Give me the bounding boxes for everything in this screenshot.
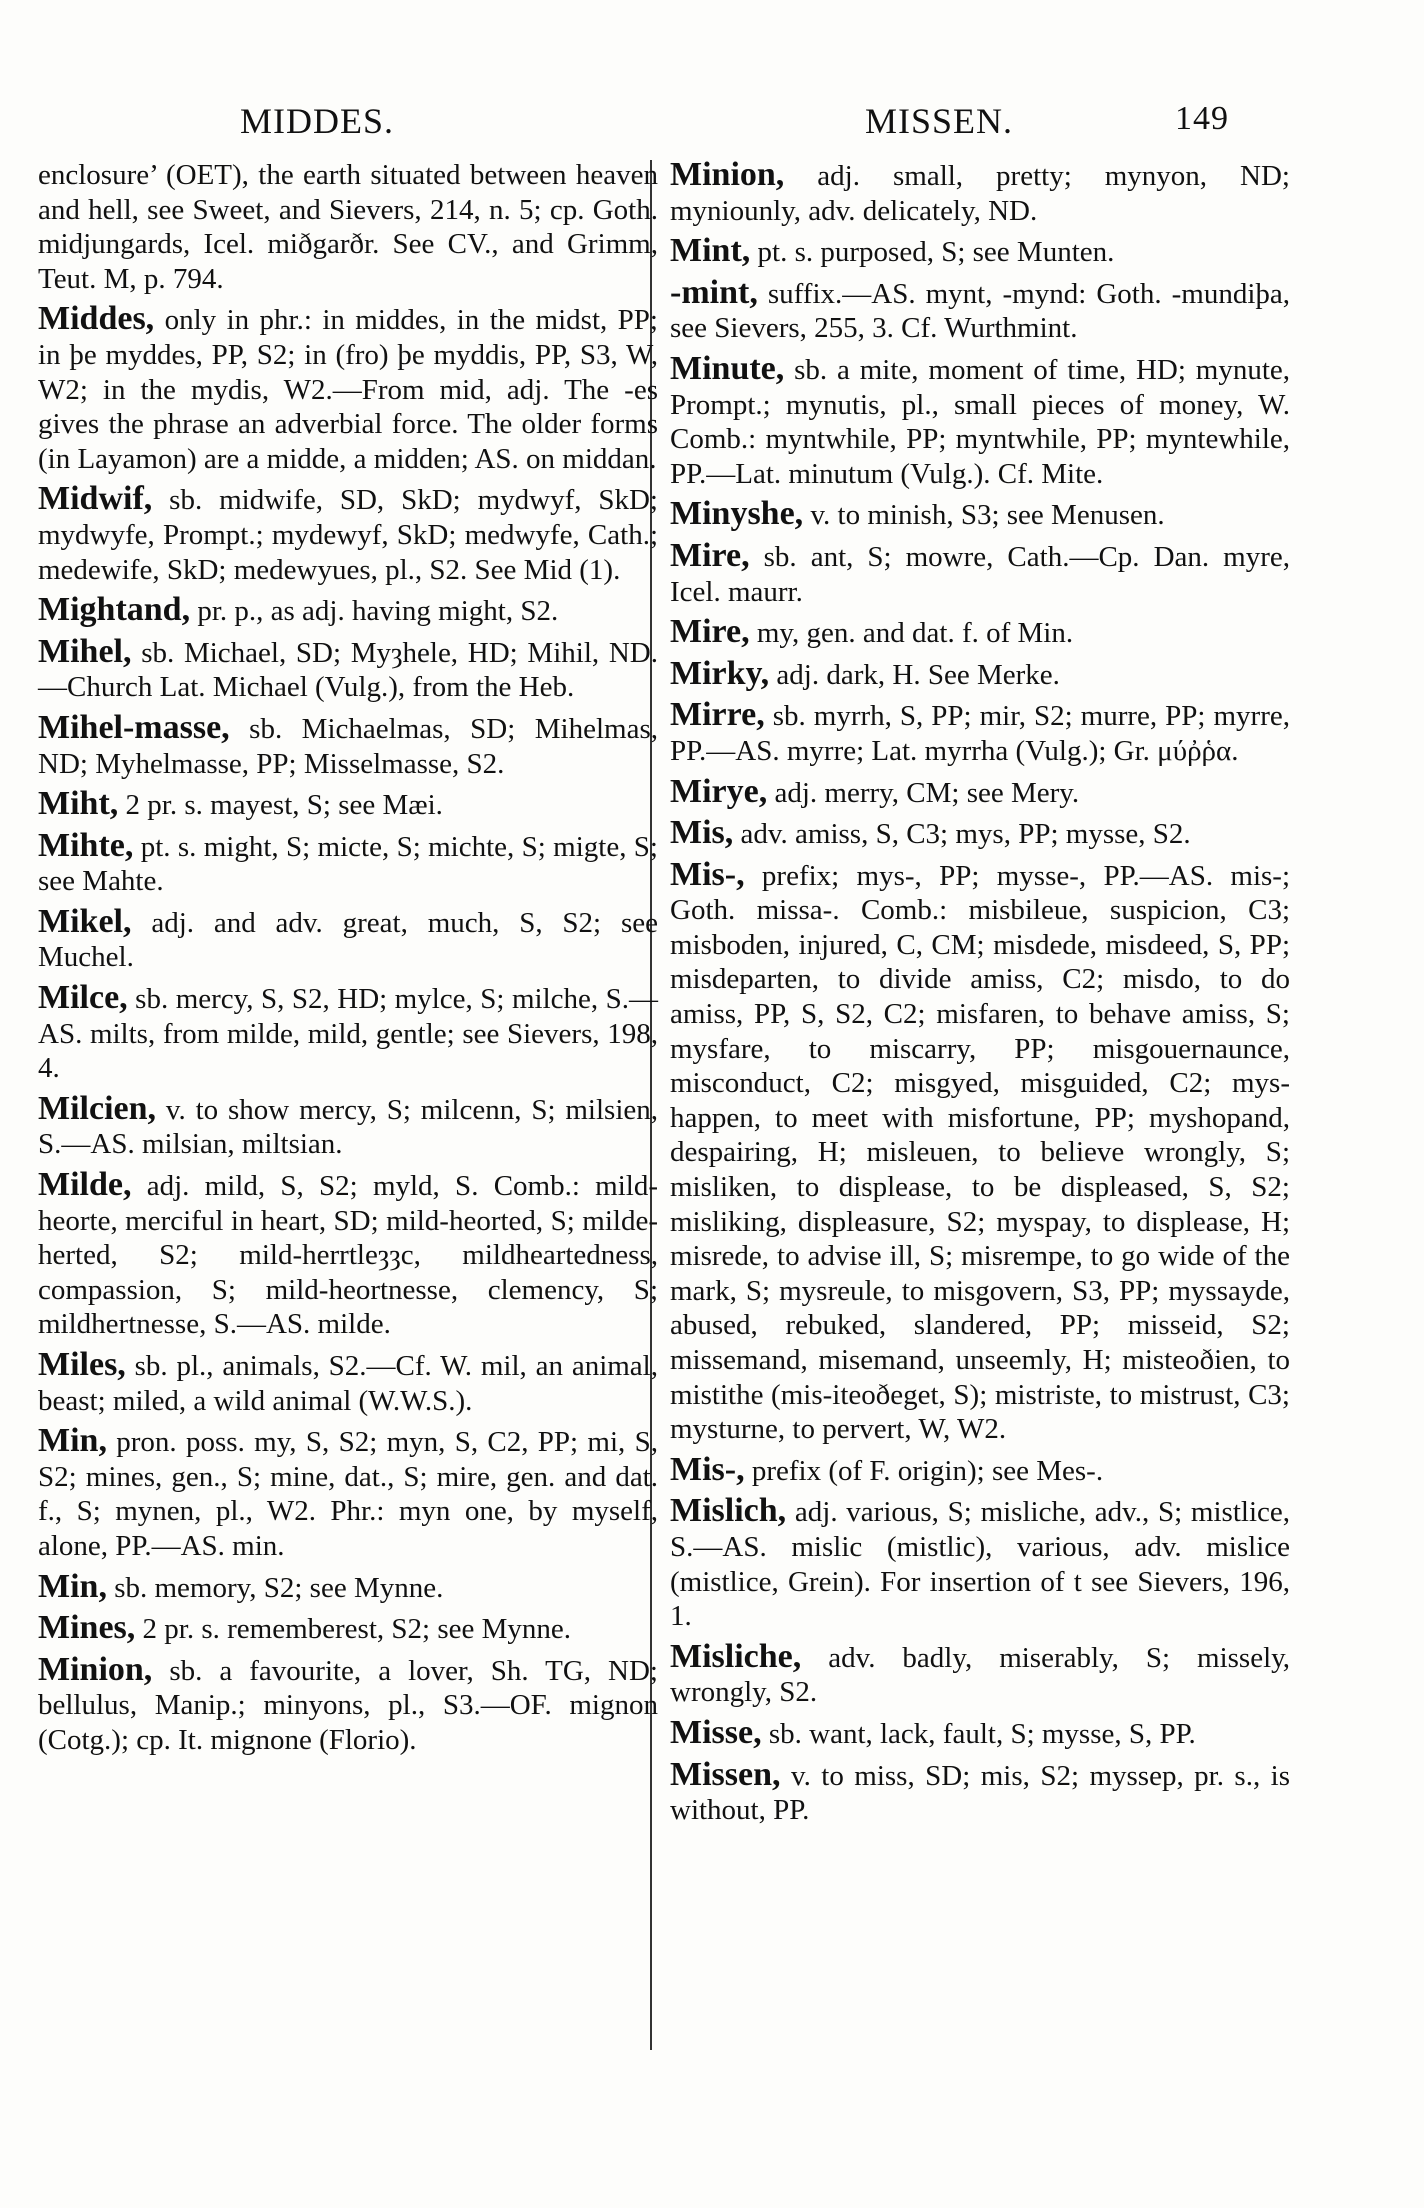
entry-definition: 2 pr. s. mayest, S; see Mæi.	[118, 789, 443, 822]
entry-headword: Milcien,	[38, 1089, 157, 1127]
header-right-title: MISSEN.	[865, 101, 1014, 141]
entry-definition: sb. memory, S2; see Mynne.	[106, 1571, 444, 1604]
left-column	[38, 158, 658, 1764]
dictionary-entry	[38, 787, 658, 823]
dictionary-entry	[670, 349, 1290, 491]
entry-headword: Mightand,	[38, 591, 191, 629]
entry-definition: prefix; mys-, PP; mysse-, PP.—AS. mis-; Goth. missa-. Comb.: misbileue, suspicion, C3; misboden, injured, C, CM; misdede, misdeed, S, PP; misdeparten, to divide amiss, C2; misdo, to do amiss, PP, S, S2, C2; misfaren, to behave amiss, S; mysfare, to miscarry, PP; misgouernaunce, misconduct, C2; misgyed, misguided, C2; mys-happen, to meet with misfortune, PP; myshopand, despairing, H; misleuen, to believe wrongly, S; misliken, to displease, to be displeased, S, S2; misliking, displeasure, S2; myspay, to displease, H; misrede, to advise ill, S; misrempe, to go wide of the mark, S; mysreule, to misgovern, S3, PP; myssayde, abused, rebuked, slandered, PP; misseid, S2; missemand, misemand, unseemly, H; misteoðien, to mistithe (mis-iteoðeget, S); mistriste, to mistrust, C3; mysturne, to pervert, W, W2.	[670, 859, 1290, 1446]
entry-definition: sb. ant, S; mowre, Cath.—Cp. Dan. myre, Icel. maurr.	[670, 540, 1290, 608]
entry-headword: Minion,	[670, 156, 785, 193]
dictionary-entry	[670, 615, 1290, 651]
dictionary-entry	[38, 902, 658, 975]
dictionary-entry	[670, 1713, 1290, 1752]
entry-headword: Misliche,	[670, 1637, 802, 1675]
entry-definition: pron. poss. my, S, S2; myn, S, C2, PP; mi, S, S2; mines, gen., S; mine, dat., S; mire, gen. and dat. f., S; mynen, pl., W2. Phr.: myn one, by myself, alone, PP.—AS. min.	[38, 1426, 658, 1562]
dictionary-entry	[670, 234, 1290, 270]
right-column	[670, 158, 1290, 1834]
entry-definition: sb. mercy, S, S2, HD; mylce, S; milche, S.—AS. milts, from milde, mild, gentle; see Sievers, 198, 4.	[38, 983, 658, 1085]
entry-headword: Mis,	[670, 814, 734, 852]
dictionary-entry	[670, 698, 1290, 768]
entry-headword: Mirre,	[670, 696, 765, 734]
entry-definition: adj. various, S; misliche, adv., S; mistlice, S.—AS. mislic (mistlic), various, adv. mislice (mistlice, Grein). For insertion of t see Sievers, 196, 1.	[670, 1496, 1290, 1633]
entry-definition: v. to miss, SD; mis, S2; myssep, pr. s., is without, PP.	[670, 1759, 1290, 1827]
entry-definition: suffix.—AS. mynt, -mynd: Goth. -mundiþa, see Sievers, 255, 3. Cf. Wurthmint.	[670, 277, 1290, 345]
entry-headword: Mikel,	[38, 902, 132, 940]
entry-definition: adj. and adv. great, much, S, S2; see Muchel.	[38, 906, 658, 974]
entry-headword: Mines,	[38, 1609, 136, 1647]
entry-definition: adj. dark, H. See Merke.	[769, 658, 1060, 691]
entry-definition: sb. pl., animals, S2.—Cf. W. mil, an animal, beast; miled, a wild animal (W.W.S.).	[38, 1350, 658, 1417]
entry-definition: sb. Michaelmas, SD; Mihelmas, ND; Myhelmasse, PP; Misselmasse, S2.	[38, 712, 658, 780]
entry-headword: Missen,	[670, 1755, 781, 1793]
dictionary-entry	[38, 1650, 658, 1758]
dictionary-entry	[38, 981, 658, 1086]
dictionary-entry	[670, 158, 1290, 228]
entry-headword: Miht,	[38, 785, 119, 823]
entry-headword: Min,	[38, 1422, 107, 1460]
entry-definition: sb. midwife, SD, SkD; mydwyf, SkD; mydwyfe, Prompt.; mydewyf, SkD; medwyfe, Cath.; medewife, SkD; medewyues, pl., S2. See Mid (1).	[38, 484, 658, 586]
dictionary-entry	[670, 654, 1290, 693]
dictionary-entry	[38, 708, 658, 781]
entry-headword: Mire,	[670, 613, 750, 651]
dictionary-entry	[38, 1567, 658, 1606]
entry-headword: Minyshe,	[670, 495, 804, 533]
entry-definition: adv. badly, miserably, S; misselу, wrongly, S2.	[670, 1641, 1290, 1709]
entry-definition: adj. small, pretty; mynyon, ND; myniounly, adv. delicately, ND.	[670, 160, 1290, 227]
entry-headword: Mis-,	[670, 855, 745, 893]
entry-definition: pt. s. might, S; micte, S; michte, S; migte, S; see Mahte.	[38, 830, 658, 898]
entry-definition: adj. mild, S, S2; myld, S. Comb.: mild-heorte, merciful in heart, SD; mild-heorted, S; milde-herted, S2; mild-herrtleȝȝc, mildheartedness, compassion, S; mild-heortnesse, clemency, S; mildhertnesse, S.—AS. milde.	[38, 1170, 658, 1341]
entry-headword: Minute,	[670, 349, 785, 387]
entry-definition: adv. amiss, S, C3; mys, PP; mysse, S2.	[733, 818, 1191, 851]
entry-headword: Mire,	[670, 536, 750, 574]
dictionary-entry	[670, 816, 1290, 852]
entry-headword: Mirye,	[670, 772, 768, 810]
dictionary-entry	[38, 1089, 658, 1162]
entry-headword: Middes,	[38, 300, 155, 338]
entry-definition: pr. p., as adj. having might, S2.	[190, 595, 559, 628]
entry-definition: sb. myrrh, S, PP; mir, S2; murre, PP; myrre, PP.—AS. myrre; Lat. myrrha (Vulg.); Gr. μύῤῥα.	[670, 700, 1290, 767]
entry-definition: sb. Michael, SD; Myȝhele, HD; Mihil, ND.—Church Lat. Michael (Vulg.), from the Heb.	[38, 636, 658, 704]
dictionary-entry	[38, 1424, 658, 1563]
entry-headword: Mihel,	[38, 632, 132, 670]
entry-headword: Min,	[38, 1567, 107, 1605]
page-number: 149	[1175, 100, 1229, 137]
dictionary-entry	[670, 497, 1290, 533]
entry-headword: Minion,	[38, 1650, 153, 1688]
dictionary-entry	[38, 1348, 658, 1418]
dictionary-entry	[38, 632, 658, 705]
dictionary-entry	[38, 158, 658, 296]
dictionary-entry	[670, 772, 1290, 811]
dictionary-entry	[670, 1450, 1290, 1489]
entry-definition: sb. want, lack, fault, S; mysse, S, PP.	[761, 1717, 1196, 1750]
entry-definition: v. to show mercy, S; milcenn, S; milsien, S.—AS. milsian, miltsian.	[38, 1093, 658, 1161]
dictionary-entry	[38, 826, 658, 899]
dictionary-entry	[38, 1611, 658, 1647]
entry-headword: Milce,	[38, 979, 128, 1017]
entry-definition: only in phr.: in middes, in the midst, PP; in þe myddes, PP, S2; in (fro) þe myddis, PP, S3, W, W2; in the mydis, W2.—From mid, adj. The -es gives the phrase an adverbial force. The older forms (in Layamon) are a midde, a midden; AS. on middan.	[38, 304, 658, 475]
entry-headword: Milde,	[38, 1166, 132, 1204]
entry-definition: sb. a mite, moment of time, HD; mynute, Prompt.; mynutis, pl., small pieces of money, W. Comb.: myntwhile, PP; myntwhile, PP; myntewhile, PP.—Lat. minutum (Vulg.). Cf. Mite.	[670, 353, 1290, 490]
entry-headword: Midwif,	[38, 480, 153, 518]
entry-definition: v. to minish, S3; see Menusen.	[803, 499, 1165, 532]
dictionary-entry	[670, 1637, 1290, 1710]
header-left-title: MIDDES.	[240, 101, 395, 141]
dictionary-entry	[38, 1168, 658, 1342]
dictionary-entry	[670, 536, 1290, 609]
dictionary-entry	[670, 273, 1290, 346]
entry-headword: Mirky,	[670, 654, 770, 692]
entry-headword: Mis-,	[670, 1450, 745, 1488]
entry-definition: adj. merry, CM; see Mery.	[767, 776, 1080, 809]
entry-definition: 2 pr. s. rememberest, S2; see Mynne.	[135, 1613, 572, 1646]
entry-headword: Mihte,	[38, 826, 134, 864]
entry-definition: sb. a favourite, a lover, Sh. TG, ND; bellulus, Manip.; minyons, pl., S3.—OF. mignon (Cotg.); cp. It. mignone (Florio).	[38, 1654, 658, 1756]
dictionary-entry	[38, 482, 658, 587]
entry-definition: prefix (of F. origin); see Mes-.	[744, 1454, 1104, 1487]
entry-headword: -mint,	[670, 273, 758, 311]
entry-definition: enclosure’ (OET), the earth situated between heaven and hell, see Sweet, and Sievers, 214, n. 5; cp. Goth. midjungards, Icel. miðgarðr. See CV., and Grimm, Teut. M, p. 794.	[38, 159, 658, 295]
dictionary-entry	[38, 302, 658, 476]
dictionary-entry	[670, 855, 1290, 1447]
entry-definition: my, gen. and dat. f. of Min.	[749, 617, 1074, 650]
dictionary-entry	[670, 1494, 1290, 1633]
entry-headword: Mint,	[670, 232, 751, 270]
entry-headword: Mislich,	[670, 1492, 787, 1530]
entry-headword: Miles,	[38, 1346, 126, 1383]
page-header	[240, 100, 1250, 142]
entry-definition: pt. s. purposed, S; see Munten.	[750, 236, 1115, 269]
dictionary-entry	[38, 593, 658, 629]
entry-headword: Mihel-masse,	[38, 708, 230, 746]
dictionary-entry	[670, 1755, 1290, 1828]
entry-headword: Misse,	[670, 1713, 762, 1751]
